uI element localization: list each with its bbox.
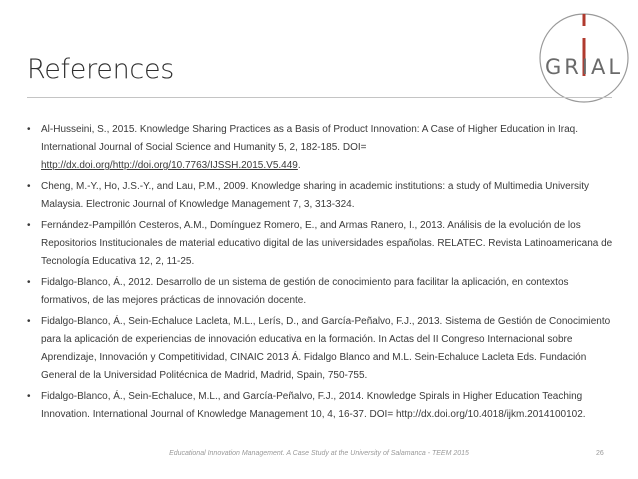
reference-text: Fidalgo-Blanco, Á., 2012. Desarrollo de un sistema de gestión de conocimiento para facilitar la aplicación, en contextos formativos, de las mejores prácticas de innovación docente.: [41, 277, 569, 306]
slide-title: References: [27, 54, 175, 85]
slide-footer: Educational Innovation Management. A Case Study at the University of Salamanca - TEEM 2015: [169, 450, 469, 457]
reference-item: [27, 178, 617, 214]
reference-text: Cheng, M.-Y., Ho, J.S.-Y., and Lau, P.M., 2009. Knowledge sharing in academic institutions: a study of Multimedia University Malaysia. Electronic Journal of Knowledge Management 7, 3, 313-324.: [41, 181, 590, 210]
title-divider: [27, 97, 612, 98]
reference-text-end: .: [297, 160, 301, 171]
reference-text: Al-Husseini, S., 2015. Knowledge Sharing Practices as a Basis of Product Innovation: A Case of Higher Education in Iraq. International Journal of Social Science and Humanity 5, 2, 182-185. DOI=: [41, 124, 578, 153]
page-number: 26: [596, 450, 604, 457]
reference-doi-link[interactable]: http://dx.doi.org/http://doi.org/10.7763/IJSSH.2015.V5.449: [41, 160, 298, 171]
reference-text: Fidalgo-Blanco, Á., Sein-Echaluce, M.L., and García-Peñalvo, F.J., 2014. Knowledge Spirals in Higher Education Teaching Innovation. International Journal of Knowledge Management 10, 4, 16-37. DOI= http://dx.doi.org/10.4018/ijkm.2014100102.: [41, 391, 586, 420]
logo-accent-bar: [583, 14, 586, 26]
reference-item: [27, 121, 617, 175]
reference-item: [27, 388, 617, 424]
reference-text: Fernández-Pampillón Cesteros, A.M., Domínguez Romero, E., and Armas Ranero, I., 2013. Análisis de la evolución de los Repositorios Institucionales de material educativo digital de las universidades españolas. RELATEC. Revista Latinoamericana de Tecnología Educativa 12, 2, 11-25.: [41, 220, 613, 267]
reference-item: [27, 313, 617, 385]
logo-text: GRIAL: [544, 55, 624, 79]
reference-text: Fidalgo-Blanco, Á., Sein-Echaluce Lacleta, M.L., Lerís, D., and García-Peñalvo, F.J., 2013. Sistema de Gestión de Conocimiento para la aplicación de experiencias de innovación educativa en la formación. In Actas del II Congreso Internacional sobre Aprendizaje, Innovación y Competitividad, CINAIC 2013 Á. Fidalgo Blanco and M.L. Sein-Echaluce Lacleta Eds. Fundación General de la Universidad Politécnica de Madrid, Madrid, Spain, 750-755.: [41, 316, 611, 381]
reference-item: [27, 217, 617, 271]
reference-item: [27, 274, 617, 310]
reference-list: [27, 121, 617, 427]
grial-logo: [536, 8, 632, 104]
